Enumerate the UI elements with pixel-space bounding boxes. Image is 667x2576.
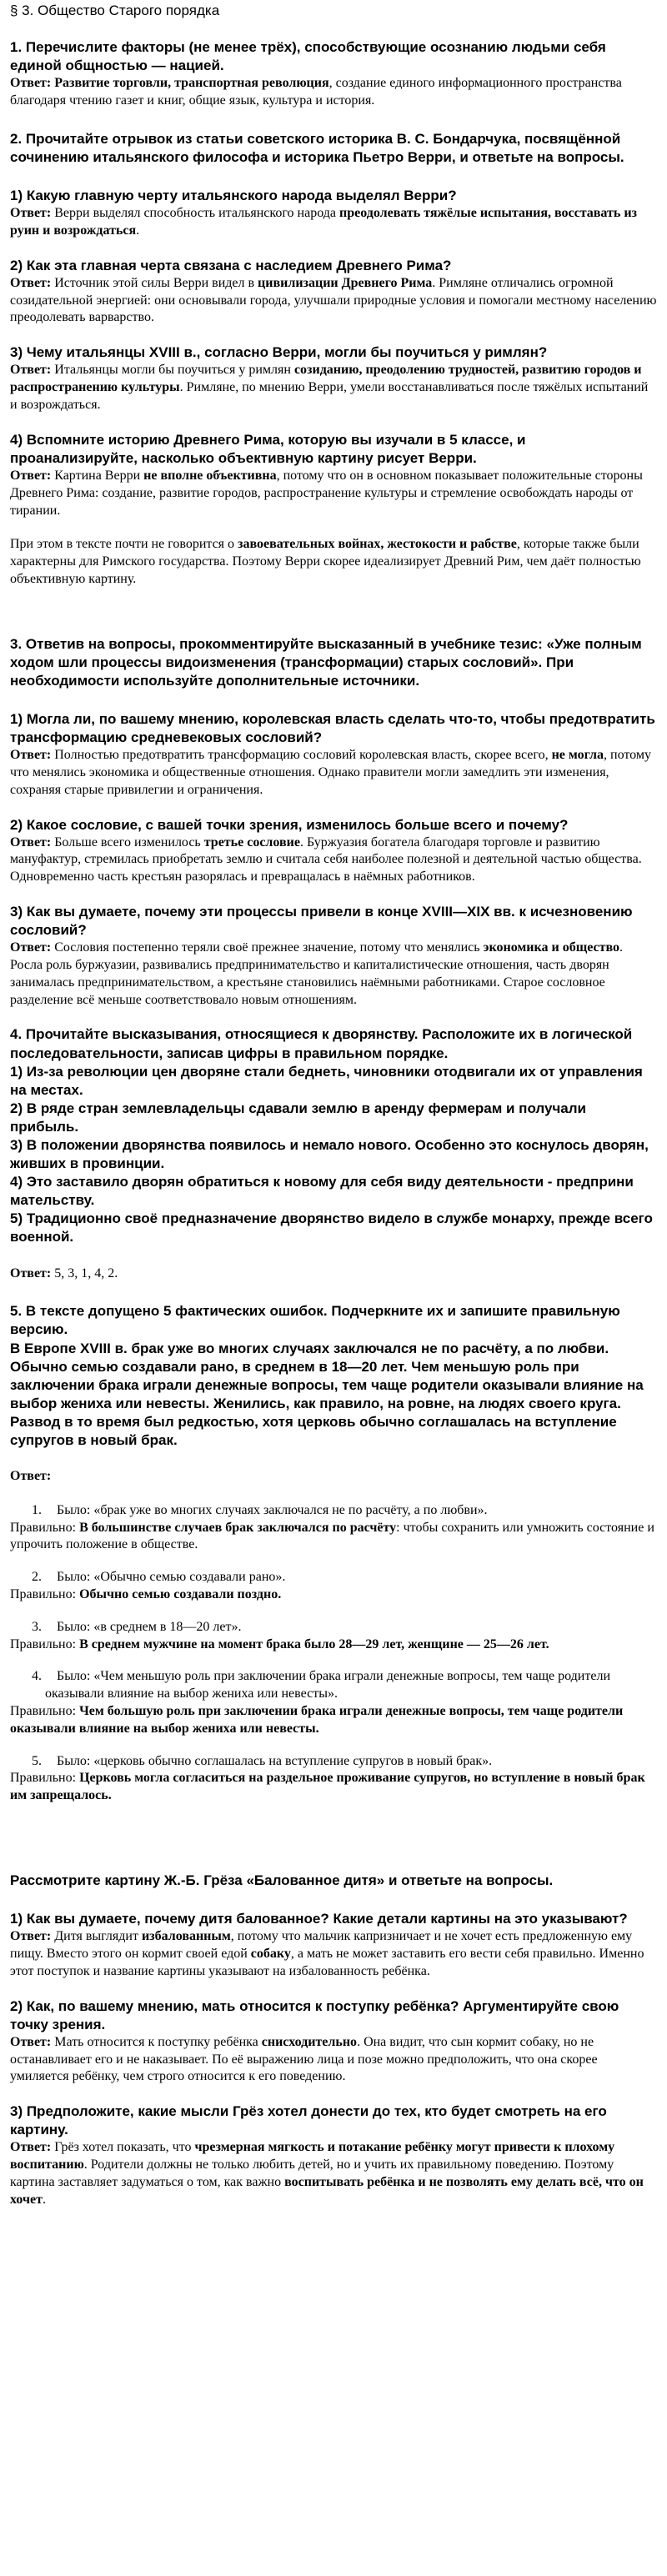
error-correction (10, 1703, 657, 1738)
error-correction (10, 1520, 657, 1555)
q2-extra-paragraph (10, 536, 657, 588)
answer-emphasis: снисходительно (261, 2034, 358, 2049)
error-original (10, 1569, 657, 1586)
answer-label: Ответ: (10, 363, 52, 378)
question-3 (10, 635, 657, 690)
q6-sub (10, 1997, 657, 2087)
errors-list (10, 1502, 657, 1805)
answer-text: При этом в тексте почти не говорится о (10, 537, 238, 552)
question-4-line: 2) В ряде стран землевладельцы сдавали землю в аренду фермерам и получали прибыль. (10, 1100, 587, 1135)
sub-answer (10, 1928, 657, 1980)
error-item (10, 1753, 657, 1805)
answer-1 (10, 75, 657, 110)
error-original-text: «брак уже во многих случаях заключался не по расчёту, а по любви». (93, 1502, 488, 1517)
answer-text: . Росла роль буржуазии, развивались предпринимательство и капиталистические отношения, часть дворян занималась предпринимательством, а крестьяне становились наёмными работниками. Старое сословное разделение всё меньше соответствовало новым отношениям. (10, 940, 623, 1007)
sub-question-text: 1) Могла ли, по вашему мнению, королевская власть сделать что-то, чтобы предотвратить трансформацию средневековых сословий? (10, 710, 655, 746)
error-number: 4. (32, 1669, 42, 1684)
answer-emphasis: созиданию, преодолению трудностей, развитию городов и распространению культуры (10, 363, 642, 395)
sub-answer (10, 2034, 657, 2086)
answer-label: Ответ: (10, 206, 52, 221)
error-item (10, 1668, 657, 1737)
question-5-line: Обычно семью создавали рано, в среднем в 18—20 лет. Чем меньшую роль при заключении брака играли денежные вопросы, тем чаще родители оказывали влияние на выбор жениха или невесты. Женились, как правило, на ровне, на людях своего круга. Развод в то время был редкостью, хотя церковь обычно соглашалась на вступление супругов в новый брак. (10, 1358, 644, 1448)
error-original (10, 1668, 657, 1703)
question-5-line: В Европе XVIII в. брак уже во многих случаях заключался не по расчёту, а по любви. (10, 1340, 609, 1356)
error-number: 2. (32, 1570, 42, 1585)
answer-label: Ответ: (10, 1469, 52, 1484)
was-label: Было: (57, 1502, 91, 1517)
answer-text: Грёз хотел показать, что (51, 2140, 195, 2155)
q3-sub (10, 710, 657, 799)
question-2 (10, 130, 657, 167)
answer-label: Ответ: (10, 748, 52, 763)
answer-label: Ответ: (10, 2034, 52, 2049)
answer-text: , а мать не может заставить его вести себя правильно. Именно этот поступок и название картины указывают на избалованность ребёнка. (10, 1947, 644, 1978)
answer-text: . Буржуазия богатела благодаря торговле и развитию мануфактур, стремилась приобретать землю и считала себя наиболее полезной и деятельной частью общества. Одновременно часть крестьян разорялась и превращалась в наёмных работников. (10, 834, 642, 885)
question-4 (10, 1025, 657, 1282)
question-6-text: Рассмотрите картину Ж.-Б. Грёза «Балованное дитя» и ответьте на вопросы. (10, 1872, 554, 1889)
answer-emphasis: завоевательных войнах, жестокости и рабстве (238, 537, 517, 552)
error-original (10, 1502, 657, 1520)
error-original-text: «церковь обычно соглашалась на вступление супругов в новый брак». (93, 1753, 493, 1768)
answer-emphasis: чрезмерная мягкость и потакание ребёнку могут привести к плохому воспитанию (10, 2140, 615, 2173)
answer-4-value: 5, 3, 1, 4, 2. (51, 1265, 118, 1280)
question-5 (10, 1302, 657, 1805)
sub-answer (10, 2139, 657, 2208)
error-original (10, 1619, 657, 1636)
fix-label: Правильно: (10, 1704, 77, 1719)
answer-text: . (136, 223, 140, 238)
answer-emphasis: преодолевать тяжёлые испытания, восставать из руин и возрождаться (10, 206, 637, 238)
answer-text: Мать относится к поступку ребёнка (51, 2034, 262, 2049)
question-6 (10, 1872, 657, 1890)
answer-label: Ответ: (10, 940, 52, 955)
answer-emphasis: избалованным (141, 1929, 231, 1944)
sub-question-text: 3) Предположите, какие мысли Грёз хотел донести до тех, кто будет смотреть на его картину. (10, 2103, 607, 2138)
error-correction-bold: Чем большую роль при заключении брака играли денежные вопросы, тем чаще родители оказывали влияние на выбор жениха или невесты. (10, 1704, 624, 1736)
error-item (10, 1569, 657, 1604)
sub-question-text: 3) Как вы думаете, почему эти процессы привели в конце XVIII—XIX вв. к исчезновению сословий? (10, 904, 633, 939)
answer-label: Ответ: (10, 275, 52, 290)
error-correction-bold: Обычно семью создавали поздно. (79, 1587, 282, 1602)
answer-text: Полностью предотвратить трансформацию сословий королевская власть, скорее всего, (51, 748, 552, 763)
sub-question-text: 4) Вспомните историю Древнего Рима, которую вы изучали в 5 классе, и проанализируйте, насколько объективную картину рисует Верри. (10, 431, 526, 466)
sub-question-text: 1) Какую главную черту итальянского народа выделял Верри? (10, 188, 457, 204)
answer-5-label (10, 1468, 657, 1486)
q2-sub (10, 257, 657, 327)
error-number: 3. (32, 1619, 42, 1634)
answer-1-bold: Развитие торговли, транспортная революция (54, 76, 329, 91)
question-2-text: 2. Прочитайте отрывок из статьи советского историка В. С. Бондарчука, посвящённой сочинению итальянского философа и историка Пьетро Верри, и ответьте на вопросы. (10, 130, 624, 165)
was-label: Было: (57, 1753, 91, 1768)
question-4-line: 4. Прочитайте высказывания, относящиеся к дворянству. Расположите их в логической последовательности, записав цифры в правильном порядке. (10, 1026, 633, 1061)
answer-text: . Римляне отличались огромной созидательной энергией: они основывали города, улучшали природные условия и помогали местному населению преодолевать варварство. (10, 275, 657, 325)
error-item (10, 1619, 657, 1654)
sub-question-text: 3) Чему итальянцы XVIII в., согласно Верри, могли бы поучиться у римлян? (10, 344, 548, 361)
sub-answer (10, 747, 657, 799)
q2-sub (10, 343, 657, 413)
answer-text: Больше всего изменилось (51, 834, 204, 849)
question-1-text: 1. Перечислите факторы (не менее трёх), способствующие осознанию людьми себя единой общностью — нацией. (10, 39, 606, 74)
answer-emphasis: цивилизации Древнего Рима (258, 275, 433, 290)
error-correction (10, 1770, 657, 1805)
error-correction-bold: В большинстве случаев брак заключался по расчёту (79, 1520, 397, 1535)
q3-sub (10, 903, 657, 1009)
question-4-line: 5) Традиционно своё предназначение дворянство видело в службе монарху, прежде всего военной. (10, 1210, 653, 1245)
error-original-text: «Обычно семью создавали рано». (93, 1570, 286, 1585)
answer-emphasis: экономика и общество (483, 940, 619, 955)
answer-text: , потому что мальчик капризничает и не хочет есть предложенную ему пищу. Вместо этого он кормит своей едой (10, 1929, 633, 1962)
fix-label: Правильно: (10, 1520, 77, 1535)
error-correction-bold: Церковь могла согласиться на раздельное проживание супругов, но вступление в новый брак им запрещалось. (10, 1771, 645, 1803)
answer-text: . Римляне, по мнению Верри, умели восстанавливаться после тяжёлых испытаний и возрождаться. (10, 380, 649, 412)
answer-emphasis: не вполне объективна (143, 468, 277, 483)
answer-text: Источник этой силы Верри видел в (51, 275, 258, 290)
answer-4 (10, 1265, 657, 1283)
sub-answer (10, 362, 657, 413)
answer-text: . Родители должны не только любить детей, но и учить их правильному поведению. Поэтому картина заставляет задуматься о том, как важно (10, 2158, 614, 2189)
question-1 (10, 38, 657, 110)
question-4-line: 3) В положении дворянства появилось и немало нового. Особенно это коснулось дворян, живших в провинции. (10, 1136, 649, 1172)
answer-text: Сословия постепенно теряли своё прежнее значение, потому что менялись (51, 940, 484, 955)
answer-emphasis: воспитывать ребёнка и не позволять ему делать всё, что он хочет (10, 2174, 644, 2207)
answer-text: . (42, 2192, 46, 2207)
question-6-subs (10, 1910, 657, 2208)
answer-text: Итальянцы могли бы поучиться у римлян (51, 363, 294, 378)
answer-text: Дитя выглядит (51, 1929, 142, 1944)
sub-answer (10, 940, 657, 1009)
error-correction (10, 1586, 657, 1604)
q2-sub (10, 431, 657, 520)
answer-label: Ответ: (10, 1265, 52, 1280)
sub-question-text: 1) Как вы думаете, почему дитя балованное? Какие детали картины на это указывают? (10, 1911, 628, 1927)
question-5-line: 5. В тексте допущено 5 фактических ошибок. Подчеркните их и запишите правильную версию. (10, 1303, 620, 1338)
error-correction (10, 1636, 657, 1654)
sub-question-text: 2) Как эта главная черта связана с наследием Древнего Рима? (10, 257, 452, 273)
answer-text: , потому что он в основном показывает положительные стороны Древнего Рима: создание, развитие городов, распространение культуры и стремление освобождать народы от тирании. (10, 468, 643, 518)
was-label: Было: (57, 1570, 91, 1585)
q6-sub (10, 1910, 657, 1980)
sub-question-text: 2) Какое сословие, с вашей точки зрения, изменилось больше всего и почему? (10, 816, 569, 833)
answer-text: . Она видит, что сын кормит собаку, но не останавливает его и не наказывает. По её выражению лица и позе можно предположить, что она скорее умиляется ребёнку, чем строго относится к его поведению. (10, 2034, 598, 2084)
error-item (10, 1502, 657, 1554)
answer-text: Верри выделял способность итальянского народа (51, 206, 339, 221)
answer-emphasis: собаку (250, 1947, 291, 1962)
answer-label: Ответ: (10, 76, 52, 91)
answer-emphasis: не могла (551, 748, 604, 763)
answer-1-rest: , создание единого информационного пространства благодаря чтению газет и книг, общие язык, культура и история. (10, 76, 622, 108)
error-number: 1. (32, 1502, 42, 1517)
question-4-line: 4) Это заставило дворян обратиться к новому для себя виду деятельности - предприни мательству. (10, 1174, 634, 1209)
section-title: § 3. Общество Старого порядка (10, 3, 220, 18)
error-correction-rest: : чтобы сохранить или умножить состояние и упрочить положение в обществе. (10, 1520, 654, 1552)
fix-label: Правильно: (10, 1587, 77, 1602)
fix-label: Правильно: (10, 1771, 77, 1786)
answer-text: , потому что менялись экономика и общественные отношения. Однако правители могли замедлить эти изменения, сохраняя старые привилегии и ограничения. (10, 748, 651, 797)
error-original-text: «в среднем в 18—20 лет». (93, 1619, 242, 1634)
error-original (10, 1753, 657, 1771)
sub-answer (10, 205, 657, 240)
answer-label: Ответ: (10, 468, 52, 483)
sub-question-text: 2) Как, по вашему мнению, мать относится к поступку ребёнка? Аргументируйте свою точку зрения. (10, 1997, 619, 2032)
answer-label: Ответ: (10, 834, 52, 849)
answer-text: , которые также были характерны для Римского государства. Поэтому Верри скорее идеализирует Древний Рим, чем даёт полностью объективную картину. (10, 537, 641, 586)
error-original-text: «Чем меньшую роль при заключении брака играли денежные вопросы, тем чаще родители оказывали влияние на выбор жениха или невесты». (45, 1669, 611, 1701)
answer-emphasis: третье сословие (203, 834, 300, 849)
sub-answer (10, 275, 657, 327)
question-3-text: 3. Ответив на вопросы, прокомментируйте высказанный в учебнике тезис: «Уже полным ходом шли процессы видоизменения (трансформации) старых сословий». При необходимости используйте дополнительные источники. (10, 635, 642, 689)
fix-label: Правильно: (10, 1636, 77, 1651)
answer-label: Ответ: (10, 2140, 52, 2155)
question-3-subs (10, 710, 657, 1009)
q6-sub (10, 2102, 657, 2208)
error-number: 5. (32, 1753, 42, 1768)
error-correction-bold: В среднем мужчине на момент брака было 28—29 лет, женщине — 25—26 лет. (79, 1636, 549, 1651)
question-4-line: 1) Из-за революции цен дворяне стали беднеть, чиновники отодвигали их от управления на местах. (10, 1063, 643, 1098)
q3-sub (10, 816, 657, 886)
was-label: Было: (57, 1669, 91, 1684)
sub-answer (10, 468, 657, 519)
was-label: Было: (57, 1619, 91, 1634)
sub-answer (10, 834, 657, 886)
answer-label: Ответ: (10, 1929, 52, 1944)
question-2-subs (10, 187, 657, 519)
answer-text: Картина Верри (51, 468, 144, 483)
q2-sub (10, 187, 657, 240)
